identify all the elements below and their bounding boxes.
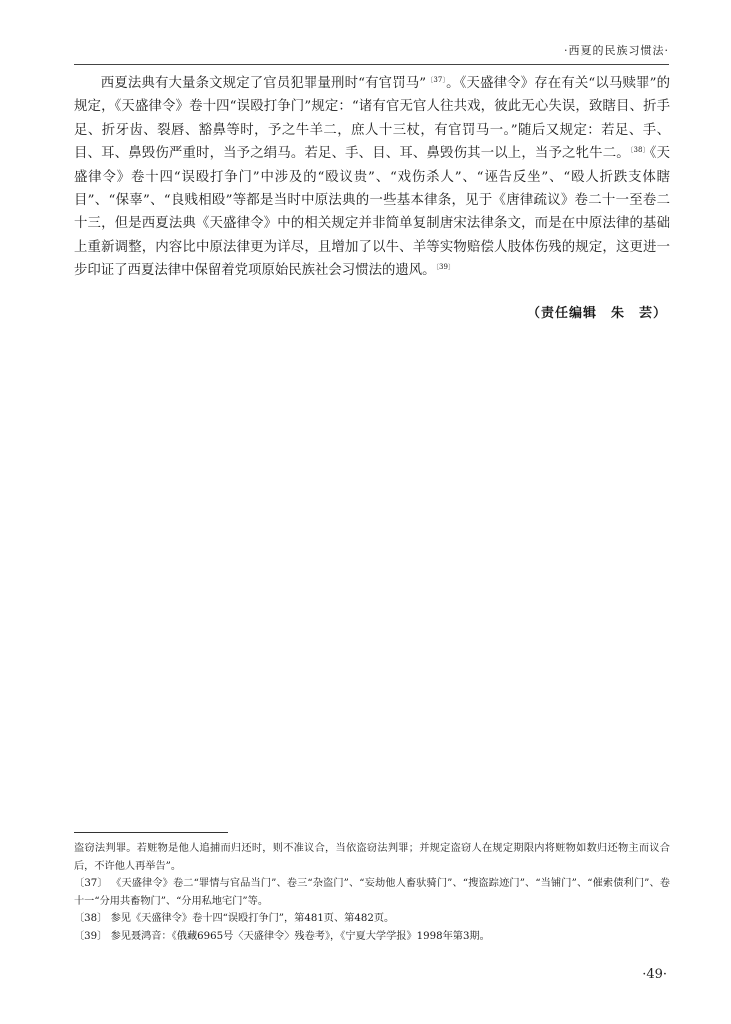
page-number: ·49· xyxy=(642,967,667,982)
footnote-continued: 盗窃法判罪。若赃物是他人追捕而归还时，则不准议合，当依盗窃法判罪；并规定盗窃人在规定期限内将赃物如数归还物主而议合后，不许他人再举告”。 xyxy=(74,843,670,872)
running-head: ·西夏的民族习惯法· xyxy=(564,44,669,57)
sentence-1: 西夏法典有大量条文规定了官员犯罪量刑时“有官罚马” xyxy=(100,76,427,91)
header-rule xyxy=(74,64,669,65)
footnote-rule xyxy=(74,832,228,833)
footnote-38: 〔38〕 参见《天盛律令》卷十四“误殴打争门”，第481页、第482页。 xyxy=(74,913,395,924)
footnote-39: 〔39〕 参见聂鸿音：《俄藏6965号〈天盛律令〉残卷考》，《宁夏大学学报》1998年第3期。 xyxy=(74,930,490,942)
body-paragraph xyxy=(74,72,670,283)
sentence-3: 《天盛律令》卷十四“误殴打争门”中涉及的“殴议贵”、“戏伤杀人”、“诬告反坐”、“殴人折跌支体瞎目”、“保辜”、“良贱相殴”等都是当时中原法典的一些基本律条，见于《唐律疏议》卷二十一至卷二十三，但是西夏法典《天盛律令》中的相关规定并非简单复制唐宋法律条文，而是在中原法律的基础上重新调整，内容比中原法律更为详尽，且增加了以牛、羊等实物赔偿人肢体伤残的规定，这更进一步印证了西夏法律中保留着党项原始民族社会习惯法的遗风。 xyxy=(74,146,670,279)
footnote-37: 〔37〕 《天盛律令》卷二“罪情与官品当门”、卷三“杂盗门”、“妄劫他人畜驮骑门”、“搜盗踪迹门”、“当铺门”、“催索债利门”、卷十一“分用共畜物门”、“分用私地宅门”等。 xyxy=(74,878,670,907)
footnote-ref-39[interactable]: 〔39〕 xyxy=(435,263,455,272)
footnote-ref-37[interactable]: 〔37〕 xyxy=(426,76,447,84)
editor-credit: （责任编辑 朱 芸） xyxy=(526,306,667,321)
footnote-ref-38[interactable]: 〔38〕 xyxy=(629,146,650,155)
footnotes xyxy=(74,840,670,945)
sentence-2: 。《天盛律令》存在有关“以马赎罪”的规定，《天盛律令》卷十四“误殴打争门”规定：“诸有官无官人往共戏，彼此无心失误，致瞎目、折手足、折牙齿、裂唇、豁鼻等时，予之牛羊二，庶人十三杖，有官罚马一。”随后又规定：若足、手、目、耳、鼻毁伤严重时，当予之绢马。若足、手、目、耳、鼻毁伤其一以上，当予之牝牛二。 xyxy=(74,76,670,162)
article-body xyxy=(74,72,670,283)
